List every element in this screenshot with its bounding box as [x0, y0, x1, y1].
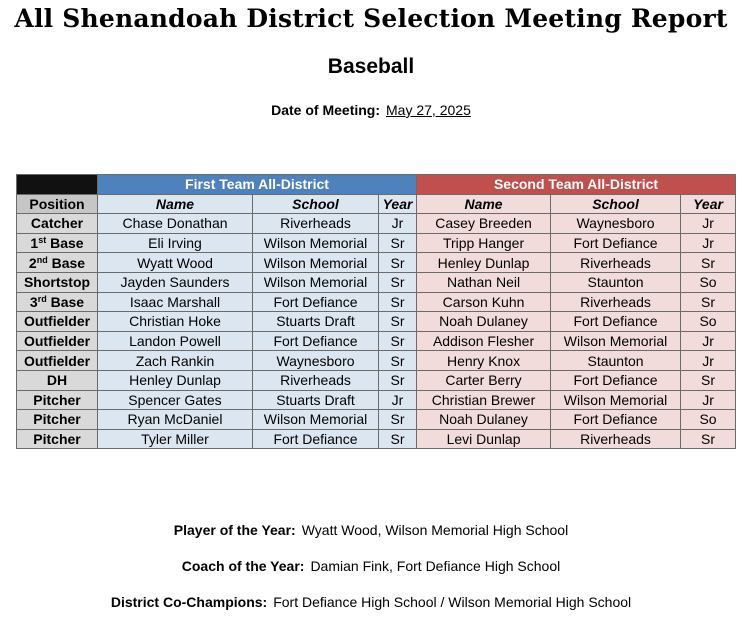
district-co-champions-label: District Co-Champions:: [110, 594, 268, 610]
report-title: All Shenandoah District Selection Meeting Report: [14, 4, 728, 33]
second-team-year: Jr: [681, 351, 736, 371]
second-team-year: So: [681, 410, 736, 430]
second-team-year: Sr: [681, 253, 736, 273]
second-team-school: Riverheads: [551, 253, 681, 273]
table-row: [17, 312, 736, 332]
position-column-header: Position: [17, 194, 98, 214]
first-team-year: Jr: [379, 214, 417, 234]
first-team-school: Wilson Memorial: [253, 233, 379, 253]
blank-corner-cell: [17, 175, 98, 195]
position-cell: 3rd Base: [17, 292, 98, 312]
second-team-school: Wilson Memorial: [551, 331, 681, 351]
position-cell: Shortstop: [17, 272, 98, 292]
first-team-school: Fort Defiance: [253, 429, 379, 449]
first-team-name: Tyler Miller: [98, 429, 253, 449]
first-team-year: Sr: [379, 429, 417, 449]
first-team-school: Riverheads: [253, 214, 379, 234]
table-row: [17, 272, 736, 292]
first-name-column-header: Name: [98, 194, 253, 214]
second-team-year: Jr: [681, 233, 736, 253]
position-cell: Outfielder: [17, 312, 98, 332]
team-header-row: [17, 175, 736, 195]
second-school-column-header: School: [551, 194, 681, 214]
first-school-column-header: School: [253, 194, 379, 214]
second-team-name: Noah Dulaney: [417, 312, 551, 332]
position-cell: Outfielder: [17, 351, 98, 371]
second-team-school: Wilson Memorial: [551, 390, 681, 410]
first-team-school: Fort Defiance: [253, 292, 379, 312]
first-team-name: Chase Donathan: [98, 214, 253, 234]
second-team-year: So: [681, 272, 736, 292]
first-team-school: Wilson Memorial: [253, 410, 379, 430]
first-team-school: Wilson Memorial: [253, 253, 379, 273]
first-team-name: Spencer Gates: [98, 390, 253, 410]
first-team-name: Eli Irving: [98, 233, 253, 253]
first-team-name: Jayden Saunders: [98, 272, 253, 292]
meeting-date-line: [0, 102, 742, 118]
second-team-name: Henley Dunlap: [417, 253, 551, 273]
player-of-year-line: [0, 522, 742, 538]
first-team-name: Isaac Marshall: [98, 292, 253, 312]
first-team-year: Sr: [379, 351, 417, 371]
first-team-year: Sr: [379, 272, 417, 292]
second-team-school: Fort Defiance: [551, 233, 681, 253]
position-cell: Pitcher: [17, 429, 98, 449]
coach-of-year-value: Damian Fink, Fort Defiance High School: [310, 558, 561, 574]
first-team-year: Sr: [379, 370, 417, 390]
first-team-name: Henley Dunlap: [98, 370, 253, 390]
first-team-year: Jr: [379, 390, 417, 410]
second-team-school: Staunton: [551, 272, 681, 292]
second-name-column-header: Name: [417, 194, 551, 214]
table-row: [17, 410, 736, 430]
meeting-date-label: Date of Meeting:: [271, 102, 381, 118]
first-team-header: First Team All-District: [98, 175, 417, 195]
second-team-year: Jr: [681, 331, 736, 351]
second-team-year: Sr: [681, 292, 736, 312]
first-team-school: Fort Defiance: [253, 331, 379, 351]
table-row: [17, 233, 736, 253]
first-team-name: Zach Rankin: [98, 351, 253, 371]
second-team-name: Carter Berry: [417, 370, 551, 390]
second-team-school: Staunton: [551, 351, 681, 371]
table-row: [17, 214, 736, 234]
table-row: [17, 390, 736, 410]
second-team-name: Christian Brewer: [417, 390, 551, 410]
second-year-column-header: Year: [681, 194, 736, 214]
second-team-year: Sr: [681, 429, 736, 449]
first-team-name: Ryan McDaniel: [98, 410, 253, 430]
sport-heading: Baseball: [327, 55, 415, 78]
first-team-year: Sr: [379, 253, 417, 273]
second-team-year: Jr: [681, 214, 736, 234]
second-team-school: Fort Defiance: [551, 410, 681, 430]
column-header-row: [17, 194, 736, 214]
second-team-school: Fort Defiance: [551, 370, 681, 390]
first-team-school: Riverheads: [253, 370, 379, 390]
first-team-school: Wilson Memorial: [253, 272, 379, 292]
second-team-header: Second Team All-District: [417, 175, 736, 195]
second-team-year: Jr: [681, 390, 736, 410]
table-row: [17, 253, 736, 273]
second-team-school: Fort Defiance: [551, 312, 681, 332]
second-team-school: Riverheads: [551, 429, 681, 449]
second-team-school: Riverheads: [551, 292, 681, 312]
all-district-table: [16, 174, 736, 449]
second-team-name: Henry Knox: [417, 351, 551, 371]
first-team-year: Sr: [379, 233, 417, 253]
meeting-date-value: May 27, 2025: [386, 102, 471, 118]
table-row: [17, 370, 736, 390]
table-row: [17, 351, 736, 371]
position-cell: Pitcher: [17, 410, 98, 430]
table-row: [17, 429, 736, 449]
second-team-school: Waynesboro: [551, 214, 681, 234]
second-team-year: So: [681, 312, 736, 332]
second-team-name: Carson Kuhn: [417, 292, 551, 312]
first-team-name: Christian Hoke: [98, 312, 253, 332]
player-of-year-label: Player of the Year:: [173, 522, 296, 538]
position-cell: 1st Base: [17, 233, 98, 253]
district-co-champions-value: Fort Defiance High School / Wilson Memorial High School: [273, 594, 632, 610]
first-year-column-header: Year: [379, 194, 417, 214]
table-row: [17, 292, 736, 312]
table-row: [17, 331, 736, 351]
first-team-name: Landon Powell: [98, 331, 253, 351]
first-team-year: Sr: [379, 292, 417, 312]
position-cell: Catcher: [17, 214, 98, 234]
position-cell: 2nd Base: [17, 253, 98, 273]
coach-of-year-label: Coach of the Year:: [181, 558, 305, 574]
first-team-year: Sr: [379, 331, 417, 351]
second-team-name: Levi Dunlap: [417, 429, 551, 449]
second-team-name: Nathan Neil: [417, 272, 551, 292]
first-team-school: Stuarts Draft: [253, 312, 379, 332]
coach-of-year-line: [0, 558, 742, 574]
second-team-year: Sr: [681, 370, 736, 390]
first-team-school: Waynesboro: [253, 351, 379, 371]
first-team-year: Sr: [379, 410, 417, 430]
second-team-name: Addison Flesher: [417, 331, 551, 351]
position-cell: Pitcher: [17, 390, 98, 410]
first-team-name: Wyatt Wood: [98, 253, 253, 273]
second-team-name: Casey Breeden: [417, 214, 551, 234]
position-cell: DH: [17, 370, 98, 390]
player-of-year-value: Wyatt Wood, Wilson Memorial High School: [301, 522, 569, 538]
first-team-year: Sr: [379, 312, 417, 332]
second-team-name: Noah Dulaney: [417, 410, 551, 430]
second-team-name: Tripp Hanger: [417, 233, 551, 253]
first-team-school: Stuarts Draft: [253, 390, 379, 410]
position-cell: Outfielder: [17, 331, 98, 351]
district-co-champions-line: [0, 594, 742, 610]
